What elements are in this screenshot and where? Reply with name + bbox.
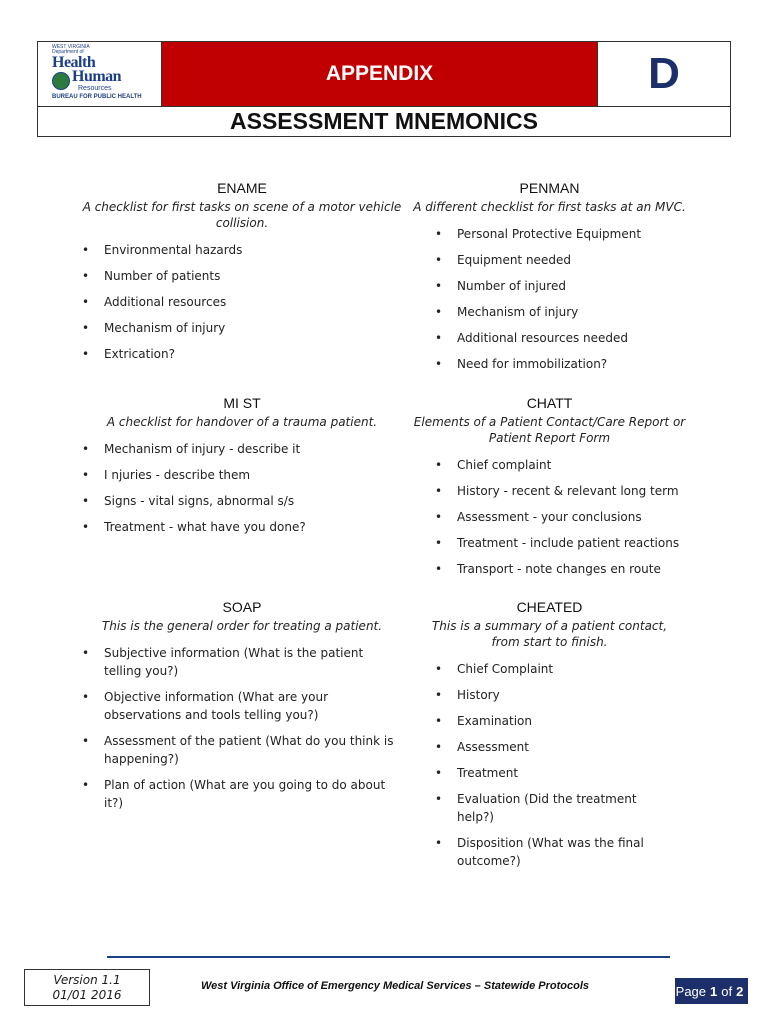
section-title: CHEATED	[516, 599, 583, 615]
list-item: • Treatment - include patient reactions	[435, 534, 707, 552]
section-subtitle: A different checklist for first tasks at an MVC.	[413, 200, 686, 214]
section-title: ENAME	[217, 180, 267, 196]
list-item: • Mechanism of injury	[435, 303, 707, 321]
section-soap	[82, 599, 402, 820]
version-text: Version 1.1	[53, 973, 121, 987]
list-item: • History	[435, 686, 655, 704]
list-item: • Number of injured	[435, 277, 707, 295]
version-box	[24, 969, 150, 1006]
list-item: • Additional resources needed	[435, 329, 707, 347]
list-item: • Subjective information (What is the patient telling you?)	[82, 644, 402, 680]
section-chatt	[392, 395, 707, 586]
list-item: • Transport - note changes en route	[435, 560, 707, 578]
footer-divider	[107, 956, 670, 958]
section-title: PENMAN	[519, 180, 580, 196]
section-penman	[392, 180, 707, 381]
section-list	[82, 440, 402, 536]
appendix-header	[37, 41, 731, 137]
logo-dept-text: Department of	[52, 49, 84, 55]
list-item: • Mechanism of injury	[82, 319, 402, 337]
list-item: • Mechanism of injury - describe it	[82, 440, 402, 458]
logo-bureau-text: BUREAU FOR PUBLIC HEALTH	[52, 94, 142, 100]
section-title: MI ST	[223, 395, 261, 411]
page-total: 2	[736, 983, 744, 999]
section-list	[82, 644, 402, 812]
section-list	[435, 225, 707, 373]
logo-state-text: WEST VIRGINIA	[52, 44, 90, 50]
list-item: • Personal Protective Equipment	[435, 225, 707, 243]
list-item: • History - recent & relevant long term	[435, 482, 707, 500]
section-ename	[82, 180, 402, 371]
list-item: • Equipment needed	[435, 251, 707, 269]
list-item: • Assessment of the patient (What do you think is happening?)	[82, 732, 402, 768]
list-item: • Need for immobilization?	[435, 355, 707, 373]
page-indicator	[675, 978, 748, 1004]
version-date: 01/01 2016	[52, 988, 122, 1002]
logo-health-text: Health	[52, 54, 96, 71]
section-list	[435, 456, 707, 578]
list-item: • Objective information (What are your observations and tools telling you?)	[82, 688, 402, 724]
list-item: • Evaluation (Did the treatment help?)	[435, 790, 655, 826]
wv-dhhr-logo	[38, 42, 162, 106]
section-title: CHATT	[526, 395, 573, 411]
list-item: • Number of patients	[82, 267, 402, 285]
section-subtitle: A checklist for first tasks on scene of a motor vehicle collision.	[82, 200, 402, 230]
page-title: ASSESSMENT MNEMONICS	[38, 106, 730, 136]
logo-resources-text: Resources	[78, 85, 112, 92]
list-item: • Treatment - what have you done?	[82, 518, 402, 536]
page-of: of	[721, 983, 733, 999]
list-item: • Treatment	[435, 764, 655, 782]
list-item: • Additional resources	[82, 293, 402, 311]
section-mist	[82, 395, 402, 544]
logo-human-text: Human	[72, 68, 122, 85]
page-current: 1	[710, 983, 718, 999]
state-seal-icon	[52, 72, 70, 90]
list-item: • Environmental hazards	[82, 241, 402, 259]
section-list	[82, 241, 402, 363]
list-item: • Examination	[435, 712, 655, 730]
section-subtitle: This is the general order for treating a patient.	[101, 619, 383, 633]
list-item: • Chief complaint	[435, 456, 707, 474]
list-item: • I njuries - describe them	[82, 466, 402, 484]
list-item: • Assessment - your conclusions	[435, 508, 707, 526]
list-item: • Extrication?	[82, 345, 402, 363]
section-subtitle: A checklist for handover of a trauma patient.	[106, 415, 378, 429]
footer-organization: West Virginia Office of Emergency Medical Services – Statewide Protocols	[201, 980, 589, 992]
section-list	[435, 660, 655, 870]
list-item: • Chief Complaint	[435, 660, 655, 678]
section-subtitle: This is a summary of a patient contact, from start to finish.	[431, 619, 668, 649]
appendix-label: APPENDIX	[162, 42, 597, 106]
section-subtitle: Elements of a Patient Contact/Care Report or Patient Report Form	[413, 415, 686, 445]
page-prefix: Page	[675, 983, 707, 999]
appendix-letter: D	[597, 42, 730, 106]
section-title: SOAP	[222, 599, 262, 615]
section-cheated	[392, 599, 707, 878]
list-item: • Plan of action (What are you going to do about it?)	[82, 776, 402, 812]
list-item: • Disposition (What was the final outcome?)	[435, 834, 655, 870]
list-item: • Signs - vital signs, abnormal s/s	[82, 492, 402, 510]
list-item: • Assessment	[435, 738, 655, 756]
